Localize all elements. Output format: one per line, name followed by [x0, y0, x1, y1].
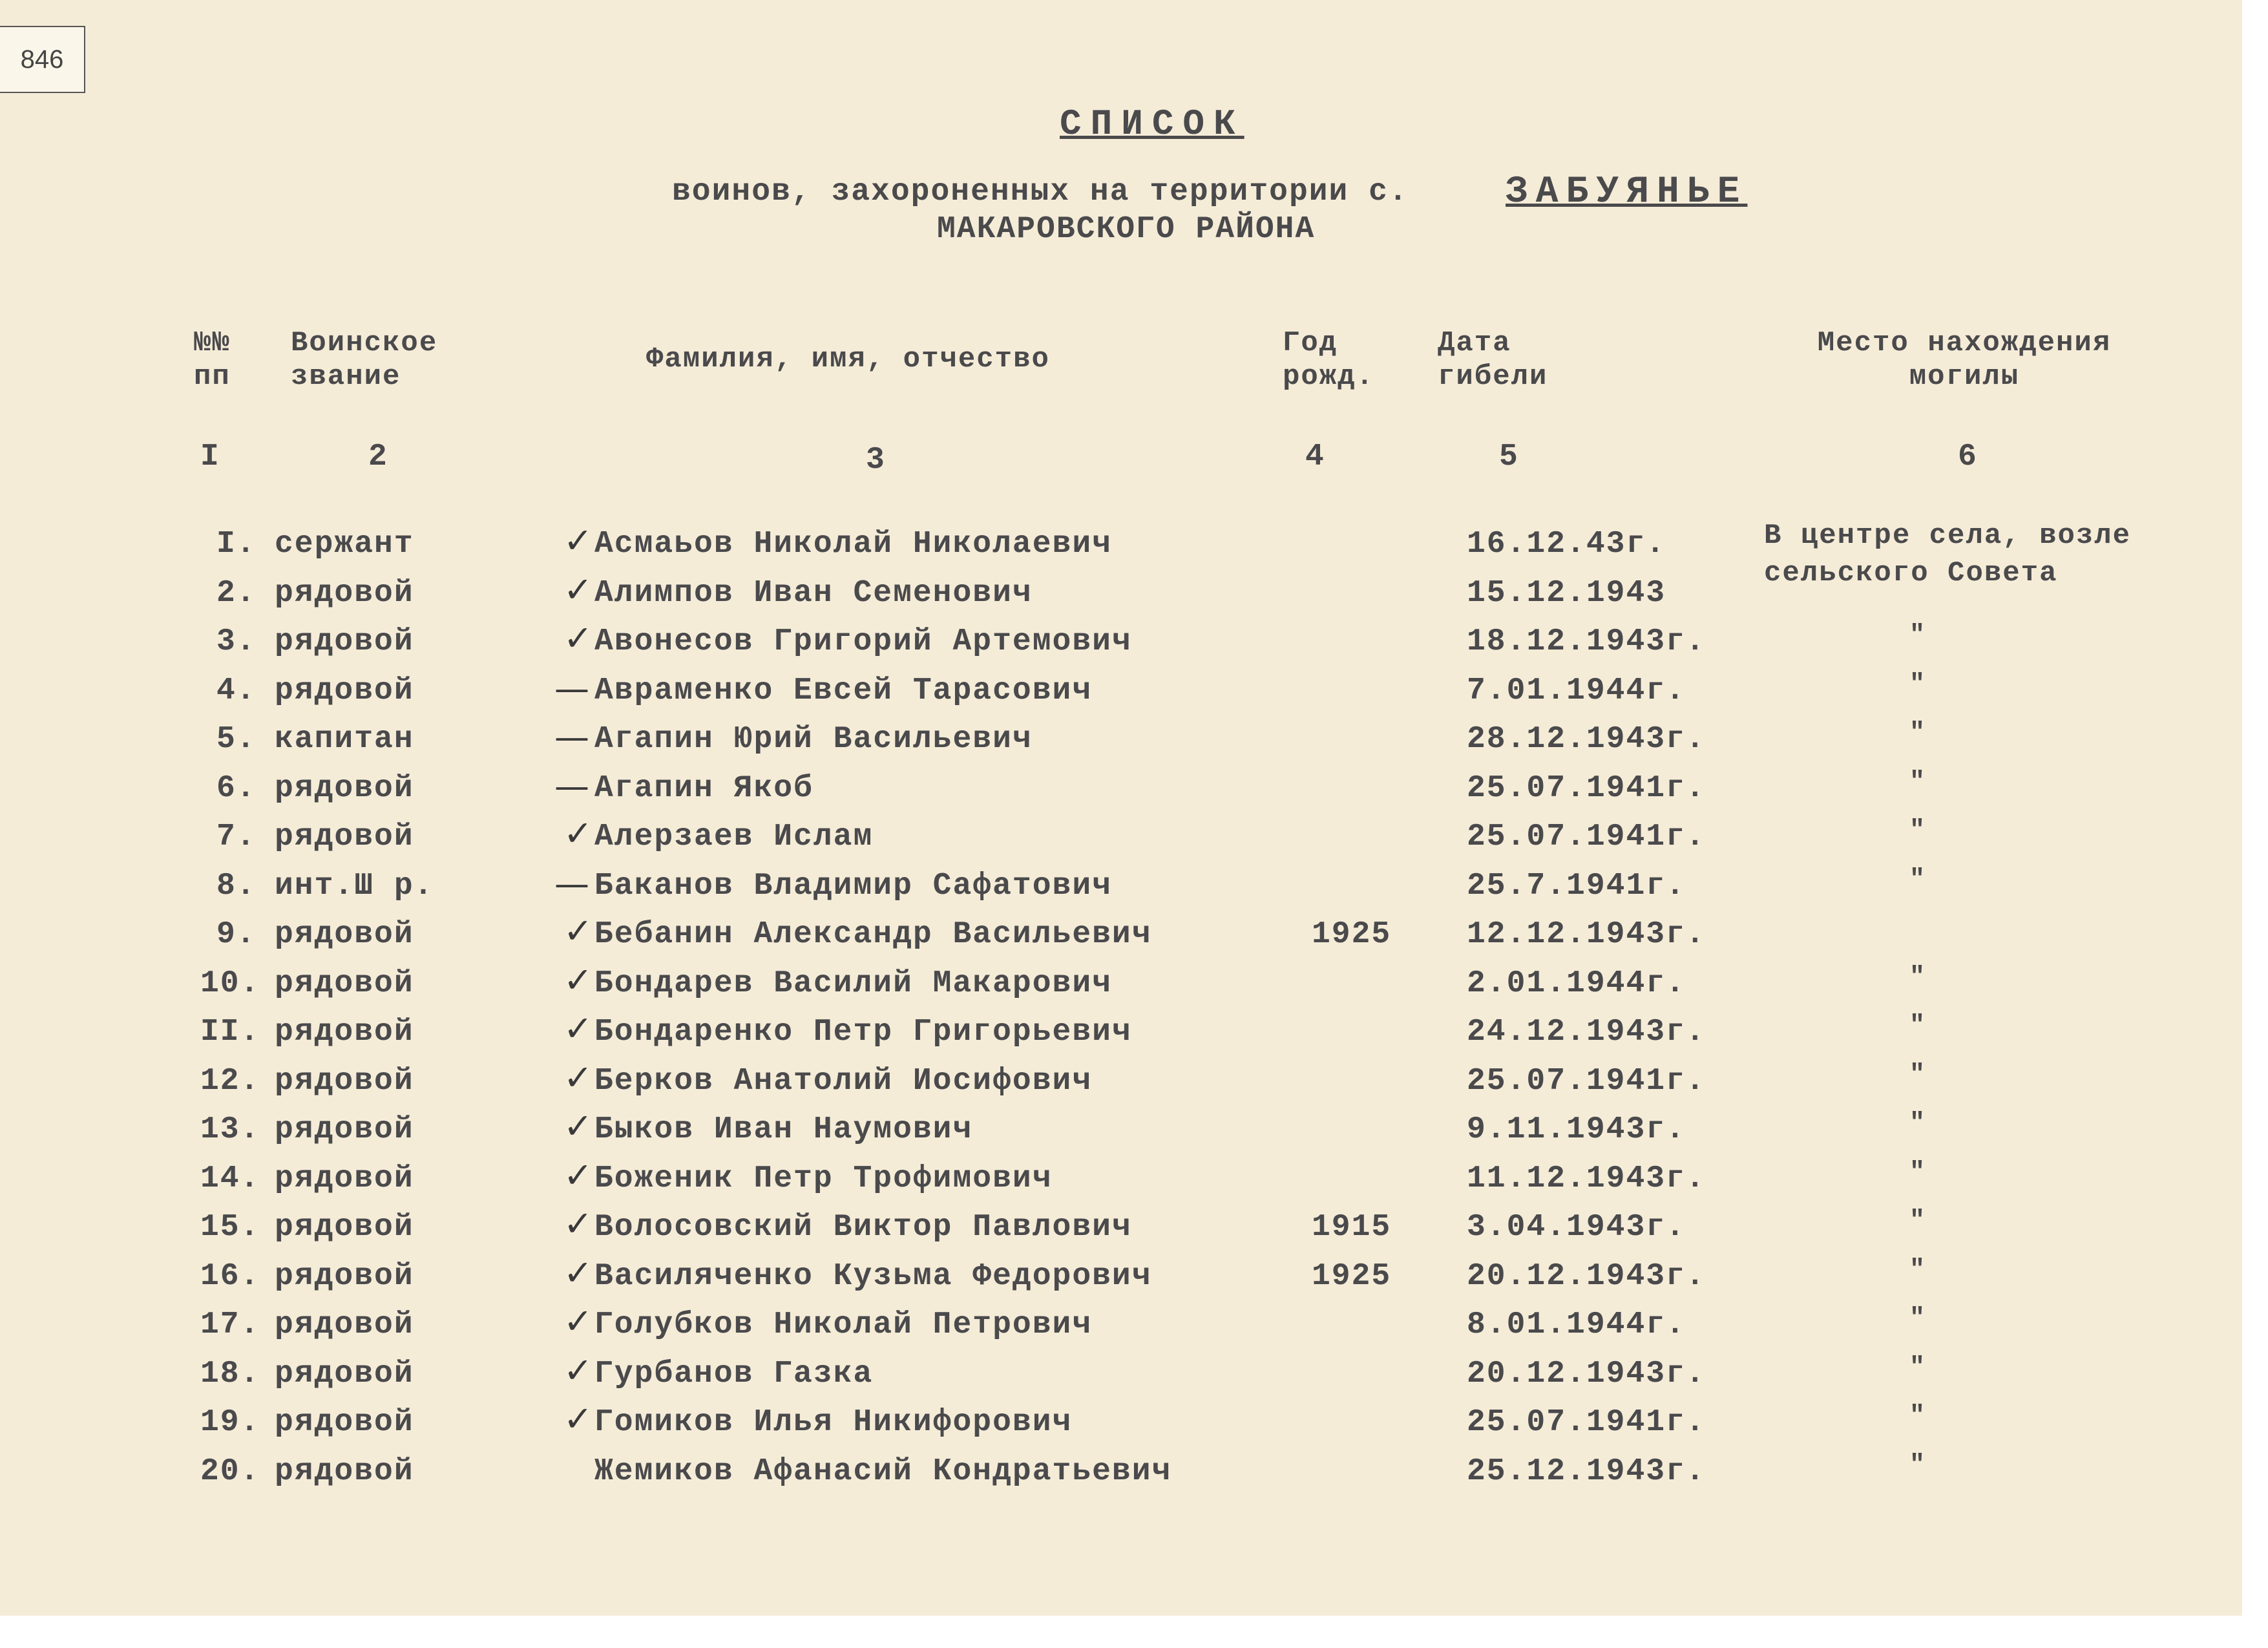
- check-mark-icon: ✓: [563, 1155, 593, 1196]
- row-name: Василяченко Кузьма Федорович: [594, 1259, 1152, 1294]
- row-death-date: 2.01.1944г.: [1467, 966, 1686, 1001]
- row-name: Агапин Юрий Васильевич: [594, 722, 1033, 757]
- row-death-date: 8.01.1944г.: [1467, 1307, 1686, 1342]
- col-number-6: 6: [1958, 439, 1978, 474]
- row-rank: рядовой: [275, 1112, 414, 1147]
- dash-mark-icon: —: [554, 766, 589, 807]
- col-header-birth: Год рожд.: [1283, 327, 1375, 393]
- row-number: 19.: [200, 1405, 260, 1440]
- row-death-date: 25.07.1941г.: [1467, 771, 1706, 806]
- folio-number: 846: [20, 45, 64, 74]
- check-mark-icon: ✓: [563, 1399, 593, 1439]
- row-number: 4.: [216, 673, 257, 708]
- row-rank: инт.Ш р.: [275, 869, 434, 903]
- row-number: 18.: [200, 1357, 260, 1391]
- row-place-ditto: ": [1909, 1402, 1927, 1431]
- document-title: СПИСОК: [1060, 103, 1244, 145]
- row-name: Жемиков Афанасий Кондратьевич: [594, 1454, 1172, 1489]
- row-rank: рядовой: [275, 771, 414, 806]
- row-birth-year: 1925: [1312, 1259, 1392, 1294]
- col-header-num: №№ пп: [194, 327, 231, 393]
- check-mark-icon: ✓: [563, 1057, 593, 1098]
- row-rank: сержант: [275, 527, 414, 562]
- col-number-4: 4: [1305, 439, 1325, 474]
- col-header-rank: Воинское звание: [291, 327, 438, 393]
- row-number: II.: [200, 1015, 260, 1050]
- row-place-ditto: ": [1909, 670, 1927, 699]
- check-mark-icon: ✓: [563, 911, 593, 951]
- row-rank: рядовой: [275, 1064, 414, 1099]
- row-death-date: 3.04.1943г.: [1467, 1210, 1686, 1245]
- row-place-ditto: ": [1909, 1304, 1927, 1333]
- row-name: Бондарев Василий Макарович: [594, 966, 1112, 1001]
- dash-mark-icon: —: [554, 863, 589, 904]
- row-death-date: 24.12.1943г.: [1467, 1015, 1706, 1050]
- row-death-date: 18.12.1943г.: [1467, 624, 1706, 659]
- row-number: 5.: [216, 722, 257, 757]
- row-birth-year: 1925: [1312, 917, 1392, 952]
- row-name: Бебанин Александр Васильевич: [594, 917, 1152, 952]
- row-place-ditto: ": [1909, 719, 1927, 748]
- row-death-date: 25.07.1941г.: [1467, 1064, 1706, 1099]
- row-rank: рядовой: [275, 1357, 414, 1391]
- village-name: ЗАБУЯНЬЕ: [1506, 171, 1748, 213]
- row-death-date: 28.12.1943г.: [1467, 722, 1706, 757]
- row-name: Баканов Владимир Сафатович: [594, 869, 1112, 903]
- row-place-ditto: ": [1909, 1451, 1927, 1480]
- row-place-ditto: ": [1909, 816, 1927, 845]
- row-name: Алимпов Иван Семенович: [594, 576, 1033, 611]
- row-place-ditto: ": [1909, 1353, 1927, 1382]
- row-rank: рядовой: [275, 819, 414, 854]
- row-number: 16.: [200, 1259, 260, 1294]
- row-death-date: 20.12.1943г.: [1467, 1357, 1706, 1391]
- check-mark-icon: ✓: [563, 1350, 593, 1391]
- row-number: 6.: [216, 771, 257, 806]
- row-number: 20.: [200, 1454, 260, 1489]
- row-death-date: 9.11.1943г.: [1467, 1112, 1686, 1147]
- row-name: Асмаьов Николай Николаевич: [594, 527, 1112, 562]
- row-name: Голубков Николай Петрович: [594, 1307, 1093, 1342]
- row-rank: рядовой: [275, 1454, 414, 1489]
- row-place-ditto: ": [1909, 1011, 1927, 1041]
- row-number: 15.: [200, 1210, 260, 1245]
- row-number: 10.: [200, 966, 260, 1001]
- row-rank: капитан: [275, 722, 414, 757]
- check-mark-icon: ✓: [563, 1203, 593, 1244]
- folio-number-tag: [0, 26, 85, 93]
- row-rank: рядовой: [275, 1307, 414, 1342]
- row-death-date: 12.12.1943г.: [1467, 917, 1706, 952]
- row-rank: рядовой: [275, 1210, 414, 1245]
- row-death-date: 25.07.1941г.: [1467, 819, 1706, 854]
- dash-mark-icon: —: [554, 668, 589, 709]
- row-place-ditto: ": [1909, 963, 1927, 992]
- col-number-1: I: [200, 439, 220, 474]
- check-mark-icon: ✓: [563, 1106, 593, 1146]
- row-name: Авраменко Евсей Тарасович: [594, 673, 1093, 708]
- row-death-date: 15.12.1943: [1467, 576, 1666, 611]
- col-number-5: 5: [1499, 439, 1519, 474]
- check-mark-icon: ✓: [563, 618, 593, 659]
- row-place-ditto: ": [1909, 865, 1927, 894]
- check-mark-icon: ✓: [563, 1008, 593, 1049]
- row-number: 14.: [200, 1161, 260, 1196]
- row-number: 12.: [200, 1064, 260, 1099]
- row-death-date: 16.12.43г.: [1467, 527, 1666, 562]
- row-rank: рядовой: [275, 673, 414, 708]
- row-name: Бондаренко Петр Григорьевич: [594, 1015, 1132, 1050]
- check-mark-icon: ✓: [563, 520, 593, 561]
- row-place-ditto: ": [1909, 1158, 1927, 1187]
- row-rank: рядовой: [275, 576, 414, 611]
- col-number-3: 3: [866, 443, 886, 478]
- check-mark-icon: ✓: [563, 1301, 593, 1342]
- row-rank: рядовой: [275, 966, 414, 1001]
- row-death-date: 20.12.1943г.: [1467, 1259, 1706, 1294]
- row-death-date: 25.7.1941г.: [1467, 869, 1686, 903]
- row-name: Гурбанов Газка: [594, 1357, 874, 1391]
- row-number: 9.: [216, 917, 257, 952]
- row-place-ditto: ": [1909, 1207, 1927, 1236]
- row-number: 2.: [216, 576, 257, 611]
- row-number: 13.: [200, 1112, 260, 1147]
- row-name: Гомиков Илья Никифорович: [594, 1405, 1073, 1440]
- check-mark-icon: ✓: [563, 813, 593, 854]
- row-number: 7.: [216, 819, 257, 854]
- row-rank: рядовой: [275, 624, 414, 659]
- subtitle-line-2: МАКАРОВСКОГО РАЙОНА: [937, 212, 1316, 247]
- row-death-date: 25.07.1941г.: [1467, 1405, 1706, 1440]
- row-name: Берков Анатолий Иосифович: [594, 1064, 1093, 1099]
- row-number: 17.: [200, 1307, 260, 1342]
- col-header-place: Место нахождения могилы: [1817, 327, 2112, 393]
- row-death-date: 11.12.1943г.: [1467, 1161, 1706, 1196]
- row-birth-year: 1915: [1312, 1210, 1392, 1245]
- row-number: 8.: [216, 869, 257, 903]
- row-number: 3.: [216, 624, 257, 659]
- check-mark-icon: ✓: [563, 1252, 593, 1293]
- row-rank: рядовой: [275, 1015, 414, 1050]
- row-number: I.: [216, 527, 257, 562]
- row-death-date: 7.01.1944г.: [1467, 673, 1686, 708]
- row-rank: рядовой: [275, 1161, 414, 1196]
- check-mark-icon: ✓: [563, 569, 593, 610]
- grave-location: В центре села, возле сельского Совета: [1764, 520, 2132, 589]
- row-rank: рядовой: [275, 917, 414, 952]
- row-place-ditto: ": [1909, 768, 1927, 797]
- row-place-ditto: ": [1909, 1256, 1927, 1285]
- row-rank: рядовой: [275, 1405, 414, 1440]
- row-name: Боженик Петр Трофимович: [594, 1161, 1053, 1196]
- row-place-ditto: ": [1909, 1109, 1927, 1138]
- dash-mark-icon: —: [554, 717, 589, 757]
- row-rank: рядовой: [275, 1259, 414, 1294]
- col-header-name: Фамилия, имя, отчество: [646, 343, 1050, 375]
- row-death-date: 25.12.1943г.: [1467, 1454, 1706, 1489]
- row-name: Алерзаев Ислам: [594, 819, 874, 854]
- row-name: Авонесов Григорий Артемович: [594, 624, 1132, 659]
- row-place-ditto: ": [1909, 621, 1927, 650]
- col-header-death: Дата гибели: [1438, 327, 1548, 393]
- row-name: Агапин Якоб: [594, 771, 814, 806]
- row-name: Волосовский Виктор Павлович: [594, 1210, 1132, 1245]
- check-mark-icon: ✓: [563, 960, 593, 1000]
- row-place-ditto: ": [1909, 1061, 1927, 1090]
- col-number-2: 2: [368, 439, 388, 474]
- subtitle-line-1: воинов, захороненных на территории с.: [672, 174, 1409, 209]
- row-name: Быков Иван Наумович: [594, 1112, 973, 1147]
